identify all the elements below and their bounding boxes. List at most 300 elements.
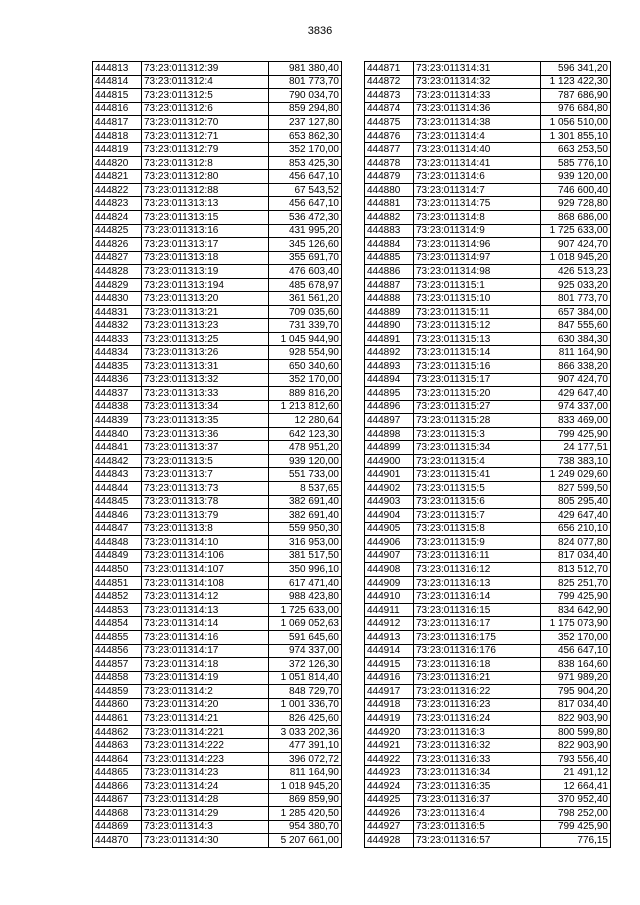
record-id-cell: 444844 [93,481,142,495]
record-id-cell: 444854 [93,617,142,631]
cadastral-number-cell: 73:23:011314:9 [414,224,541,238]
value-cell: 1 051 814,40 [269,671,342,685]
value-cell: 813 512,70 [541,563,611,577]
table-row [93,644,342,658]
table-row [365,197,611,211]
record-id-cell: 444837 [93,387,142,401]
cadastral-number-cell: 73:23:011316:175 [414,630,541,644]
cadastral-number-cell: 73:23:011312:8 [142,156,269,170]
value-cell: 798 252,00 [541,807,611,821]
table-row [93,89,342,103]
record-id-cell: 444898 [365,427,414,441]
value-cell: 866 338,20 [541,360,611,374]
value-cell: 799 425,90 [541,820,611,834]
record-id-cell: 444890 [365,319,414,333]
table-row [365,238,611,252]
value-cell: 456 647,10 [269,170,342,184]
table-row [93,251,342,265]
cadastral-number-cell: 73:23:011314:221 [142,725,269,739]
table-row [93,630,342,644]
cadastral-number-cell: 73:23:011316:34 [414,766,541,780]
table-row [365,387,611,401]
cadastral-number-cell: 73:23:011315:10 [414,292,541,306]
record-id-cell: 444908 [365,563,414,577]
value-cell: 848 729,70 [269,685,342,699]
value-cell: 485 678,97 [269,278,342,292]
record-id-cell: 444819 [93,143,142,157]
value-cell: 859 294,80 [269,102,342,116]
cadastral-number-cell: 73:23:011313:36 [142,427,269,441]
cadastral-number-cell: 73:23:011313:7 [142,468,269,482]
table-row [365,536,611,550]
value-cell: 1 045 944,90 [269,332,342,346]
cadastral-number-cell: 73:23:011315:6 [414,495,541,509]
table-row [365,373,611,387]
value-cell: 1 018 945,20 [269,779,342,793]
record-id-cell: 444901 [365,468,414,482]
record-id-cell: 444862 [93,725,142,739]
table-row [365,265,611,279]
record-id-cell: 444855 [93,630,142,644]
cadastral-number-cell: 73:23:011313:19 [142,265,269,279]
value-cell: 1 018 945,20 [541,251,611,265]
table-row [93,481,342,495]
cadastral-number-cell: 73:23:011314:3 [142,820,269,834]
table-row [93,224,342,238]
record-id-cell: 444893 [365,360,414,374]
value-cell: 345 126,60 [269,238,342,252]
table-row [365,224,611,238]
cadastral-number-cell: 73:23:011313:37 [142,441,269,455]
record-id-cell: 444829 [93,278,142,292]
table-row [365,752,611,766]
cadastral-number-cell: 73:23:011313:17 [142,238,269,252]
record-id-cell: 444926 [365,807,414,821]
record-id-cell: 444894 [365,373,414,387]
record-id-cell: 444833 [93,332,142,346]
value-cell: 929 728,80 [541,197,611,211]
cadastral-number-cell: 73:23:011314:40 [414,143,541,157]
value-cell: 396 072,72 [269,752,342,766]
cadastral-number-cell: 73:23:011314:36 [414,102,541,116]
table-row [93,468,342,482]
record-id-cell: 444831 [93,305,142,319]
cadastral-number-cell: 73:23:011313:8 [142,522,269,536]
value-cell: 350 996,10 [269,563,342,577]
record-id-cell: 444841 [93,441,142,455]
record-id-cell: 444821 [93,170,142,184]
table-row [93,427,342,441]
value-cell: 650 340,60 [269,360,342,374]
cadastral-number-cell: 73:23:011315:4 [414,454,541,468]
value-cell: 1 285 420,50 [269,807,342,821]
table-row [93,820,342,834]
record-id-cell: 444891 [365,332,414,346]
value-cell: 939 120,00 [269,454,342,468]
table-row [365,563,611,577]
record-id-cell: 444915 [365,658,414,672]
cadastral-number-cell: 73:23:011312:39 [142,62,269,76]
record-id-cell: 444921 [365,739,414,753]
table-row [365,685,611,699]
record-id-cell: 444875 [365,116,414,130]
record-id-cell: 444869 [93,820,142,834]
table-row [93,414,342,428]
table-row [365,766,611,780]
record-id-cell: 444822 [93,183,142,197]
cadastral-number-cell: 73:23:011315:28 [414,414,541,428]
value-cell: 456 647,10 [541,644,611,658]
table-row [365,305,611,319]
value-cell: 657 384,00 [541,305,611,319]
cadastral-number-cell: 73:23:011312:4 [142,75,269,89]
cadastral-number-cell: 73:23:011313:25 [142,332,269,346]
cadastral-number-cell: 73:23:011314:20 [142,698,269,712]
table-row [93,685,342,699]
record-id-cell: 444922 [365,752,414,766]
cadastral-number-cell: 73:23:011315:16 [414,360,541,374]
table-row [93,197,342,211]
value-cell: 731 339,70 [269,319,342,333]
cadastral-number-cell: 73:23:011314:38 [414,116,541,130]
table-row [93,116,342,130]
page-number: 3836 [307,25,333,37]
record-id-cell: 444874 [365,102,414,116]
table-row [365,739,611,753]
record-id-cell: 444846 [93,509,142,523]
value-cell: 800 599,80 [541,725,611,739]
record-id-cell: 444920 [365,725,414,739]
value-cell: 1 001 336,70 [269,698,342,712]
cadastral-number-cell: 73:23:011314:98 [414,265,541,279]
value-cell: 838 164,60 [541,658,611,672]
cadastral-number-cell: 73:23:011314:7 [414,183,541,197]
record-id-cell: 444827 [93,251,142,265]
cadastral-number-cell: 73:23:011313:194 [142,278,269,292]
table-row [365,793,611,807]
value-cell: 642 123,30 [269,427,342,441]
value-cell: 847 555,60 [541,319,611,333]
cadastral-number-cell: 73:23:011314:4 [414,129,541,143]
cadastral-number-cell: 73:23:011314:14 [142,617,269,631]
cadastral-number-cell: 73:23:011316:4 [414,807,541,821]
value-cell: 1 069 052,63 [269,617,342,631]
cadastral-number-cell: 73:23:011313:15 [142,211,269,225]
table-row [93,671,342,685]
table-row [93,536,342,550]
table-row [93,75,342,89]
value-cell: 869 859,90 [269,793,342,807]
cadastral-number-cell: 73:23:011315:9 [414,536,541,550]
cadastral-number-cell: 73:23:011314:223 [142,752,269,766]
value-cell: 811 164,90 [541,346,611,360]
cadastral-number-cell: 73:23:011316:33 [414,752,541,766]
record-id-cell: 444848 [93,536,142,550]
value-cell: 925 033,20 [541,278,611,292]
table-row [365,468,611,482]
value-cell: 426 513,23 [541,265,611,279]
cadastral-number-cell: 73:23:011316:57 [414,834,541,848]
cadastral-number-cell: 73:23:011315:12 [414,319,541,333]
table-row [93,360,342,374]
value-cell: 971 989,20 [541,671,611,685]
value-cell: 954 380,70 [269,820,342,834]
record-id-cell: 444858 [93,671,142,685]
cadastral-number-cell: 73:23:011314:19 [142,671,269,685]
cadastral-number-cell: 73:23:011314:75 [414,197,541,211]
record-id-cell: 444923 [365,766,414,780]
table-row [93,739,342,753]
cadastral-number-cell: 73:23:011313:33 [142,387,269,401]
cadastral-number-cell: 73:23:011316:176 [414,644,541,658]
record-id-cell: 444911 [365,603,414,617]
cadastral-number-cell: 73:23:011314:222 [142,739,269,753]
value-cell: 853 425,30 [269,156,342,170]
table-row [365,509,611,523]
value-cell: 776,15 [541,834,611,848]
table-row [93,509,342,523]
record-id-cell: 444863 [93,739,142,753]
record-id-cell: 444897 [365,414,414,428]
cadastral-number-cell: 73:23:011314:32 [414,75,541,89]
table-row [365,549,611,563]
cadastral-number-cell: 73:23:011316:18 [414,658,541,672]
cadastral-number-cell: 73:23:011314:96 [414,238,541,252]
cadastral-number-cell: 73:23:011316:23 [414,698,541,712]
table-row [93,265,342,279]
cadastral-number-cell: 73:23:011312:70 [142,116,269,130]
table-row [365,278,611,292]
table-row [365,102,611,116]
record-id-cell: 444878 [365,156,414,170]
cadastral-number-cell: 73:23:011314:108 [142,576,269,590]
table-row [93,373,342,387]
table-row [93,779,342,793]
cadastral-number-cell: 73:23:011314:31 [414,62,541,76]
record-id-cell: 444887 [365,278,414,292]
record-id-cell: 444826 [93,238,142,252]
record-id-cell: 444913 [365,630,414,644]
record-id-cell: 444832 [93,319,142,333]
value-cell: 1 213 812,60 [269,400,342,414]
value-cell: 431 995,20 [269,224,342,238]
left-register-table [92,61,342,848]
value-cell: 1 175 073,90 [541,617,611,631]
table-row [365,170,611,184]
record-id-cell: 444888 [365,292,414,306]
cadastral-number-cell: 73:23:011316:32 [414,739,541,753]
record-id-cell: 444813 [93,62,142,76]
table-row [365,414,611,428]
record-id-cell: 444830 [93,292,142,306]
record-id-cell: 444885 [365,251,414,265]
right-register-table [364,61,611,848]
table-row [365,617,611,631]
table-row [93,563,342,577]
table-row [93,658,342,672]
table-row [365,427,611,441]
table-row [365,603,611,617]
table-row [93,441,342,455]
table-row [93,834,342,848]
record-id-cell: 444904 [365,509,414,523]
record-id-cell: 444876 [365,129,414,143]
value-cell: 536 472,30 [269,211,342,225]
record-id-cell: 444907 [365,549,414,563]
table-row [93,278,342,292]
record-id-cell: 444839 [93,414,142,428]
value-cell: 237 127,80 [269,116,342,130]
value-cell: 939 120,00 [541,170,611,184]
record-id-cell: 444825 [93,224,142,238]
record-id-cell: 444850 [93,563,142,577]
cadastral-number-cell: 73:23:011314:24 [142,779,269,793]
table-row [365,522,611,536]
table-row [365,630,611,644]
cadastral-number-cell: 73:23:011312:6 [142,102,269,116]
table-row [365,360,611,374]
cadastral-number-cell: 73:23:011312:5 [142,89,269,103]
record-id-cell: 444872 [365,75,414,89]
record-id-cell: 444849 [93,549,142,563]
cadastral-number-cell: 73:23:011315:41 [414,468,541,482]
cadastral-number-cell: 73:23:011315:1 [414,278,541,292]
right-register-body [365,62,611,848]
table-row [93,698,342,712]
value-cell: 316 953,00 [269,536,342,550]
value-cell: 795 904,20 [541,685,611,699]
table-row [93,143,342,157]
record-id-cell: 444868 [93,807,142,821]
value-cell: 974 337,00 [269,644,342,658]
table-row [365,183,611,197]
record-id-cell: 444823 [93,197,142,211]
table-row [365,590,611,604]
value-cell: 793 556,40 [541,752,611,766]
value-cell: 5 207 661,00 [269,834,342,848]
value-cell: 826 425,60 [269,712,342,726]
value-cell: 617 471,40 [269,576,342,590]
table-row [93,102,342,116]
cadastral-number-cell: 73:23:011313:16 [142,224,269,238]
record-id-cell: 444838 [93,400,142,414]
record-id-cell: 444903 [365,495,414,509]
cadastral-number-cell: 73:23:011313:20 [142,292,269,306]
value-cell: 889 816,20 [269,387,342,401]
cadastral-number-cell: 73:23:011315:34 [414,441,541,455]
value-cell: 372 126,30 [269,658,342,672]
record-id-cell: 444902 [365,481,414,495]
table-row [93,549,342,563]
value-cell: 811 164,90 [269,766,342,780]
cadastral-number-cell: 73:23:011313:21 [142,305,269,319]
cadastral-number-cell: 73:23:011316:35 [414,779,541,793]
value-cell: 585 776,10 [541,156,611,170]
record-id-cell: 444845 [93,495,142,509]
cadastral-number-cell: 73:23:011313:32 [142,373,269,387]
value-cell: 477 391,10 [269,739,342,753]
cadastral-number-cell: 73:23:011312:79 [142,143,269,157]
record-id-cell: 444896 [365,400,414,414]
cadastral-number-cell: 73:23:011312:71 [142,129,269,143]
cadastral-number-cell: 73:23:011316:22 [414,685,541,699]
value-cell: 429 647,40 [541,387,611,401]
record-id-cell: 444927 [365,820,414,834]
record-id-cell: 444909 [365,576,414,590]
table-row [365,725,611,739]
table-row [365,400,611,414]
table-row [365,346,611,360]
table-row [93,332,342,346]
cadastral-number-cell: 73:23:011314:106 [142,549,269,563]
record-id-cell: 444842 [93,454,142,468]
value-cell: 1 725 633,00 [269,603,342,617]
table-row [93,495,342,509]
table-row [93,305,342,319]
table-row [365,211,611,225]
cadastral-number-cell: 73:23:011315:20 [414,387,541,401]
cadastral-number-cell: 73:23:011314:18 [142,658,269,672]
cadastral-number-cell: 73:23:011316:21 [414,671,541,685]
table-row [93,752,342,766]
table-row [365,698,611,712]
cadastral-number-cell: 73:23:011314:13 [142,603,269,617]
record-id-cell: 444820 [93,156,142,170]
record-id-cell: 444880 [365,183,414,197]
table-row [365,89,611,103]
record-id-cell: 444814 [93,75,142,89]
record-id-cell: 444914 [365,644,414,658]
cadastral-number-cell: 73:23:011315:14 [414,346,541,360]
table-row [365,807,611,821]
value-cell: 801 773,70 [541,292,611,306]
value-cell: 596 341,20 [541,62,611,76]
cadastral-number-cell: 73:23:011316:11 [414,549,541,563]
table-row [365,671,611,685]
value-cell: 825 251,70 [541,576,611,590]
table-row [365,495,611,509]
value-cell: 738 383,10 [541,454,611,468]
value-cell: 352 170,00 [541,630,611,644]
record-id-cell: 444924 [365,779,414,793]
cadastral-number-cell: 73:23:011313:79 [142,509,269,523]
record-id-cell: 444916 [365,671,414,685]
cadastral-number-cell: 73:23:011315:3 [414,427,541,441]
value-cell: 67 543,52 [269,183,342,197]
table-row [93,183,342,197]
left-register-body [93,62,342,848]
table-row [365,319,611,333]
value-cell: 822 903,90 [541,739,611,753]
value-cell: 352 170,00 [269,373,342,387]
cadastral-number-cell: 73:23:011314:12 [142,590,269,604]
value-cell: 653 862,30 [269,129,342,143]
cadastral-number-cell: 73:23:011314:16 [142,630,269,644]
value-cell: 429 647,40 [541,509,611,523]
cadastral-number-cell: 73:23:011314:28 [142,793,269,807]
value-cell: 709 035,60 [269,305,342,319]
cadastral-number-cell: 73:23:011316:5 [414,820,541,834]
record-id-cell: 444917 [365,685,414,699]
value-cell: 746 600,40 [541,183,611,197]
table-row [93,292,342,306]
cadastral-number-cell: 73:23:011314:97 [414,251,541,265]
cadastral-number-cell: 73:23:011314:23 [142,766,269,780]
table-row [365,143,611,157]
record-id-cell: 444865 [93,766,142,780]
table-row [93,712,342,726]
table-row [365,834,611,848]
